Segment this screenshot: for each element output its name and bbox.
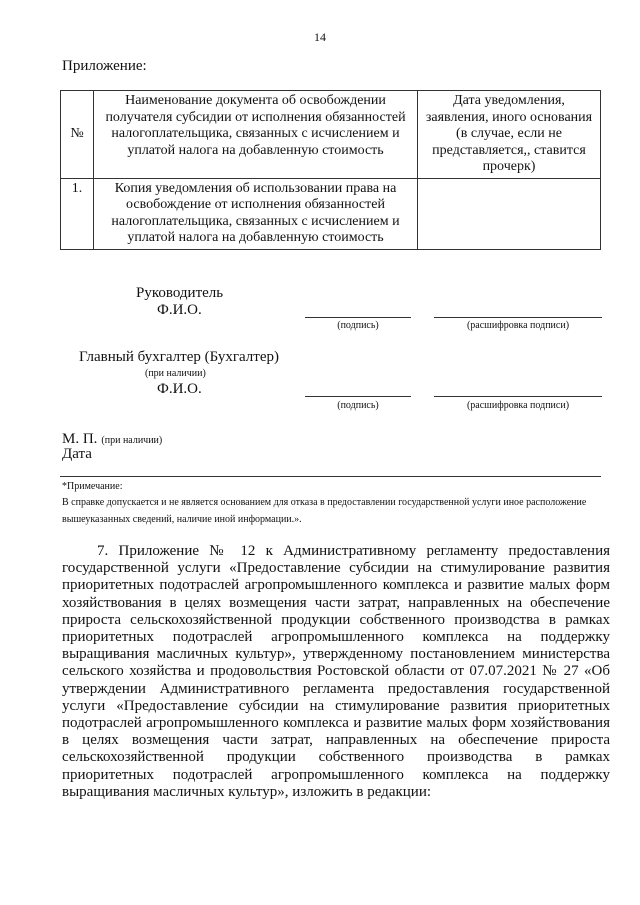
row-notification-date: [418, 178, 601, 249]
accountant-signature-caption: (подпись): [337, 400, 379, 411]
header-number: №: [61, 91, 94, 179]
head-signature-caption: (подпись): [337, 320, 379, 331]
seal-condition: (при наличии): [101, 435, 163, 446]
head-transcript-line: [434, 317, 602, 318]
head-title: Руководитель: [136, 285, 224, 301]
seal-label: М. П.: [62, 431, 98, 447]
row-number: 1.: [61, 178, 94, 249]
head-signature-line: [305, 317, 411, 318]
accountant-signature-line: [305, 396, 411, 397]
table-header-row: [61, 91, 601, 179]
table-row: [61, 178, 601, 249]
note-divider: [60, 476, 601, 477]
head-fio: Ф.И.О.: [157, 302, 202, 318]
documents-table: [60, 90, 601, 250]
amendment-paragraph: 7. Приложение № 12 к Административному регламенту предоставления государственной услуги «Предоставление субсидии на стимулирование развития приоритетных подотраслей агропромышленного комплекса и развитие малых форм хозяйствования в целях возмещения части затрат, направленных на обеспечение прироста сельскохозяйственной продукции собственного производства в рамках приоритетных подотраслей агропромышленного комплекса на поддержку выращивания масличных культур», утвержденному постановлением министерства сельского хозяйства и продовольствия Ростовской области от 07.07.2021 № 27 «Об утверждении Административного регламента предоставления государственной услуги «Предоставление субсидии на стимулирование развития приоритетных подотраслей агропромышленного комплекса и развитие малых форм хозяйствования в целях возмещения части затрат, направленных на обеспечение прироста сельскохозяйственной продукции собственного производства в рамках приоритетных подотраслей агропромышленного комплекса на поддержку выращивания масличных культур», изложить в редакции:: [62, 543, 610, 800]
appendix-heading: Приложение:: [62, 58, 147, 74]
head-transcript-caption: (расшифровка подписи): [466, 320, 570, 331]
date-label: Дата: [62, 446, 92, 462]
header-notification-date: Дата уведомления, заявления, иного основания (в случае, если не представляется,, ставится прочерк): [418, 91, 601, 179]
accountant-condition: (при наличии): [145, 368, 206, 379]
row-document-name: Копия уведомления об использовании права на освобождение от исполнения обязанностей налогоплательщика, связанных с исчислением и уплатой налога на добавленную стоимость: [94, 178, 418, 249]
accountant-fio: Ф.И.О.: [157, 381, 202, 397]
accountant-transcript-line: [434, 396, 602, 397]
page-number: 14: [314, 30, 326, 44]
note-title: *Примечание:: [62, 481, 123, 492]
note-text: В справке допускается и не является основанием для отказа в предоставлении государственной услуги иное расположение вышеуказанных сведений, наличие иной информации.».: [62, 497, 587, 525]
accountant-transcript-caption: (расшифровка подписи): [466, 400, 570, 411]
accountant-title: Главный бухгалтер (Бухгалтер): [79, 349, 279, 365]
header-document-name: Наименование документа об освобождении получателя субсидии от исполнения обязанностей налогоплательщика, связанных с исчислением и уплатой налога на добавленную стоимость: [94, 91, 418, 179]
